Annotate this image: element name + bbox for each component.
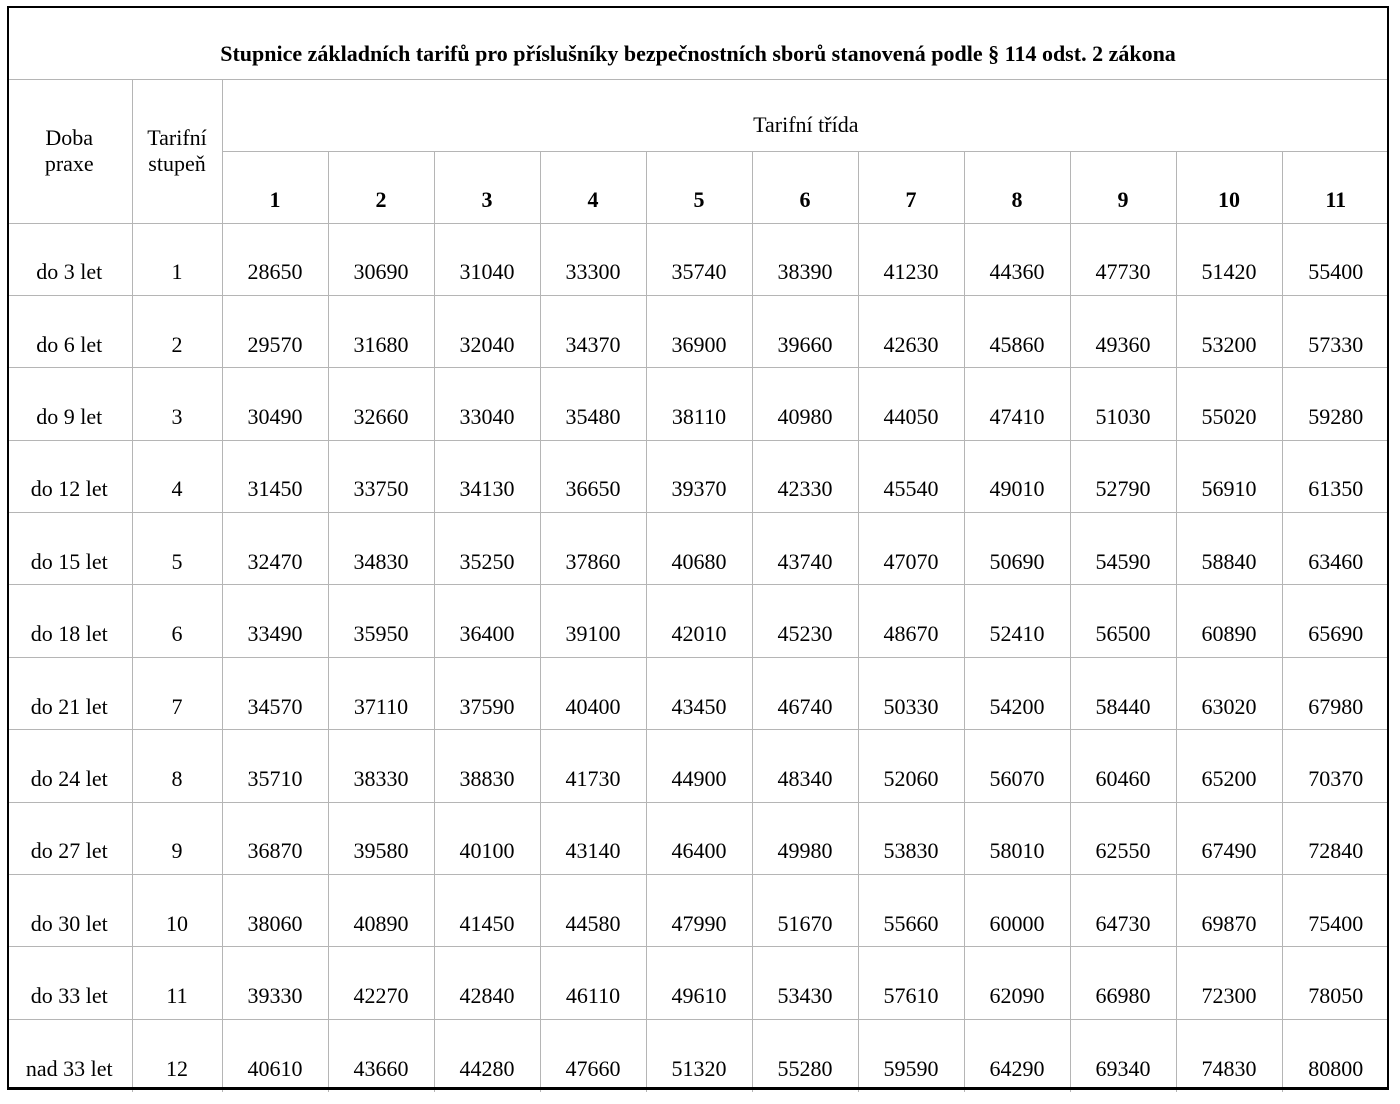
cell-tarifni-stupen: 5 — [132, 513, 222, 585]
cell-tariff-value: 41450 — [434, 875, 540, 947]
cell-tariff-value: 40890 — [328, 875, 434, 947]
cell-tariff-value: 49010 — [964, 440, 1070, 512]
cell-tariff-value: 30490 — [222, 368, 328, 440]
cell-tariff-value: 56500 — [1070, 585, 1176, 657]
cell-tariff-value: 72300 — [1176, 947, 1282, 1019]
cell-doba-praxe: nad 33 let — [7, 1019, 132, 1091]
cell-tariff-value: 35480 — [540, 368, 646, 440]
cell-doba-praxe: do 9 let — [7, 368, 132, 440]
cell-tariff-value: 40400 — [540, 657, 646, 729]
class-header: 5 — [646, 151, 752, 223]
cell-tariff-value: 63020 — [1176, 657, 1282, 729]
cell-tariff-value: 55660 — [858, 875, 964, 947]
class-header: 8 — [964, 151, 1070, 223]
cell-tariff-value: 34370 — [540, 295, 646, 367]
cell-tariff-value: 58440 — [1070, 657, 1176, 729]
cell-tarifni-stupen: 11 — [132, 947, 222, 1019]
cell-tariff-value: 44280 — [434, 1019, 540, 1091]
cell-doba-praxe: do 21 let — [7, 657, 132, 729]
cell-tariff-value: 69340 — [1070, 1019, 1176, 1091]
cell-tariff-value: 34130 — [434, 440, 540, 512]
cell-tariff-value: 28650 — [222, 223, 328, 295]
cell-tarifni-stupen: 9 — [132, 802, 222, 874]
cell-tariff-value: 53430 — [752, 947, 858, 1019]
cell-tariff-value: 74830 — [1176, 1019, 1282, 1091]
cell-tariff-value: 64730 — [1070, 875, 1176, 947]
cell-tariff-value: 36650 — [540, 440, 646, 512]
cell-tariff-value: 45230 — [752, 585, 858, 657]
cell-tariff-value: 39330 — [222, 947, 328, 1019]
cell-tarifni-stupen: 3 — [132, 368, 222, 440]
header-tarifni-trida: Tarifní třída — [222, 79, 1389, 151]
cell-tarifni-stupen: 8 — [132, 730, 222, 802]
cell-tarifni-stupen: 10 — [132, 875, 222, 947]
cell-tariff-value: 53830 — [858, 802, 964, 874]
cell-tariff-value: 48670 — [858, 585, 964, 657]
cell-tariff-value: 61350 — [1282, 440, 1389, 512]
cell-tariff-value: 58840 — [1176, 513, 1282, 585]
cell-tariff-value: 31680 — [328, 295, 434, 367]
cell-tariff-value: 33300 — [540, 223, 646, 295]
table-frame — [7, 6, 1389, 1090]
cell-tariff-value: 56910 — [1176, 440, 1282, 512]
cell-tariff-value: 42330 — [752, 440, 858, 512]
cell-tariff-value: 49360 — [1070, 295, 1176, 367]
cell-tariff-value: 43660 — [328, 1019, 434, 1091]
cell-tariff-value: 75400 — [1282, 875, 1389, 947]
table-title: Stupnice základních tarifů pro příslušníky bezpečnostních sborů stanovená podle § 114 odst. 2 zákona — [7, 6, 1389, 79]
cell-tariff-value: 50690 — [964, 513, 1070, 585]
cell-tariff-value: 59590 — [858, 1019, 964, 1091]
cell-tariff-value: 55280 — [752, 1019, 858, 1091]
cell-tariff-value: 42010 — [646, 585, 752, 657]
cell-tariff-value: 29570 — [222, 295, 328, 367]
cell-tariff-value: 39370 — [646, 440, 752, 512]
cell-tariff-value: 32470 — [222, 513, 328, 585]
cell-tariff-value: 37860 — [540, 513, 646, 585]
cell-tarifni-stupen: 7 — [132, 657, 222, 729]
cell-tariff-value: 60000 — [964, 875, 1070, 947]
cell-tarifni-stupen: 4 — [132, 440, 222, 512]
cell-tariff-value: 33040 — [434, 368, 540, 440]
cell-tariff-value: 54200 — [964, 657, 1070, 729]
cell-tariff-value: 49610 — [646, 947, 752, 1019]
cell-tariff-value: 51320 — [646, 1019, 752, 1091]
cell-tariff-value: 44900 — [646, 730, 752, 802]
cell-tariff-value: 53200 — [1176, 295, 1282, 367]
class-header: 1 — [222, 151, 328, 223]
cell-tariff-value: 33750 — [328, 440, 434, 512]
cell-tariff-value: 56070 — [964, 730, 1070, 802]
cell-doba-praxe: do 18 let — [7, 585, 132, 657]
cell-tariff-value: 31450 — [222, 440, 328, 512]
cell-tariff-value: 38390 — [752, 223, 858, 295]
cell-tariff-value: 40610 — [222, 1019, 328, 1091]
cell-tariff-value: 72840 — [1282, 802, 1389, 874]
cell-tariff-value: 60890 — [1176, 585, 1282, 657]
class-header: 7 — [858, 151, 964, 223]
cell-tariff-value: 39580 — [328, 802, 434, 874]
cell-tariff-value: 37590 — [434, 657, 540, 729]
cell-tariff-value: 62550 — [1070, 802, 1176, 874]
cell-tariff-value: 43450 — [646, 657, 752, 729]
class-header: 9 — [1070, 151, 1176, 223]
cell-tariff-value: 63460 — [1282, 513, 1389, 585]
cell-tarifni-stupen: 6 — [132, 585, 222, 657]
cell-tariff-value: 44580 — [540, 875, 646, 947]
cell-tariff-value: 80800 — [1282, 1019, 1389, 1091]
class-header: 4 — [540, 151, 646, 223]
cell-tariff-value: 35740 — [646, 223, 752, 295]
cell-tariff-value: 35950 — [328, 585, 434, 657]
cell-tariff-value: 47990 — [646, 875, 752, 947]
class-header: 10 — [1176, 151, 1282, 223]
cell-tariff-value: 62090 — [964, 947, 1070, 1019]
cell-tariff-value: 36870 — [222, 802, 328, 874]
class-header: 3 — [434, 151, 540, 223]
header-tarifni-stupen: Tarifní stupeň — [132, 79, 222, 223]
cell-tariff-value: 36400 — [434, 585, 540, 657]
cell-tariff-value: 46740 — [752, 657, 858, 729]
cell-tariff-value: 32040 — [434, 295, 540, 367]
cell-tariff-value: 44050 — [858, 368, 964, 440]
cell-tariff-value: 48340 — [752, 730, 858, 802]
cell-tariff-value: 31040 — [434, 223, 540, 295]
cell-tarifni-stupen: 12 — [132, 1019, 222, 1091]
cell-doba-praxe: do 24 let — [7, 730, 132, 802]
cell-tarifni-stupen: 1 — [132, 223, 222, 295]
class-header: 2 — [328, 151, 434, 223]
cell-tariff-value: 38060 — [222, 875, 328, 947]
cell-tariff-value: 35710 — [222, 730, 328, 802]
cell-tariff-value: 42270 — [328, 947, 434, 1019]
cell-tariff-value: 64290 — [964, 1019, 1070, 1091]
cell-tariff-value: 43140 — [540, 802, 646, 874]
cell-tariff-value: 47660 — [540, 1019, 646, 1091]
cell-tariff-value: 59280 — [1282, 368, 1389, 440]
class-header: 11 — [1282, 151, 1389, 223]
cell-tariff-value: 38830 — [434, 730, 540, 802]
cell-tariff-value: 45540 — [858, 440, 964, 512]
cell-tariff-value: 67980 — [1282, 657, 1389, 729]
cell-tariff-value: 58010 — [964, 802, 1070, 874]
cell-doba-praxe: do 27 let — [7, 802, 132, 874]
cell-tariff-value: 40680 — [646, 513, 752, 585]
cell-tariff-value: 41230 — [858, 223, 964, 295]
cell-tariff-value: 49980 — [752, 802, 858, 874]
cell-tariff-value: 51420 — [1176, 223, 1282, 295]
cell-tariff-value: 66980 — [1070, 947, 1176, 1019]
cell-tariff-value: 52410 — [964, 585, 1070, 657]
cell-tariff-value: 37110 — [328, 657, 434, 729]
cell-tariff-value: 47410 — [964, 368, 1070, 440]
cell-tariff-value: 42630 — [858, 295, 964, 367]
cell-doba-praxe: do 30 let — [7, 875, 132, 947]
cell-tariff-value: 52060 — [858, 730, 964, 802]
cell-tariff-value: 51670 — [752, 875, 858, 947]
cell-tariff-value: 32660 — [328, 368, 434, 440]
cell-tariff-value: 78050 — [1282, 947, 1389, 1019]
cell-tariff-value: 65200 — [1176, 730, 1282, 802]
cell-tariff-value: 54590 — [1070, 513, 1176, 585]
cell-tariff-value: 33490 — [222, 585, 328, 657]
cell-tarifni-stupen: 2 — [132, 295, 222, 367]
cell-tariff-value: 70370 — [1282, 730, 1389, 802]
cell-tariff-value: 46110 — [540, 947, 646, 1019]
cell-tariff-value: 51030 — [1070, 368, 1176, 440]
cell-tariff-value: 52790 — [1070, 440, 1176, 512]
cell-doba-praxe: do 12 let — [7, 440, 132, 512]
cell-tariff-value: 36900 — [646, 295, 752, 367]
cell-tariff-value: 43740 — [752, 513, 858, 585]
cell-tariff-value: 41730 — [540, 730, 646, 802]
cell-tariff-value: 35250 — [434, 513, 540, 585]
cell-tariff-value: 34830 — [328, 513, 434, 585]
cell-tariff-value: 39660 — [752, 295, 858, 367]
cell-tariff-value: 55020 — [1176, 368, 1282, 440]
class-header: 6 — [752, 151, 858, 223]
cell-tariff-value: 50330 — [858, 657, 964, 729]
cell-tariff-value: 44360 — [964, 223, 1070, 295]
cell-tariff-value: 65690 — [1282, 585, 1389, 657]
cell-tariff-value: 57610 — [858, 947, 964, 1019]
cell-doba-praxe: do 33 let — [7, 947, 132, 1019]
cell-tariff-value: 67490 — [1176, 802, 1282, 874]
cell-doba-praxe: do 3 let — [7, 223, 132, 295]
cell-tariff-value: 47730 — [1070, 223, 1176, 295]
cell-tariff-value: 46400 — [646, 802, 752, 874]
cell-tariff-value: 38330 — [328, 730, 434, 802]
cell-doba-praxe: do 15 let — [7, 513, 132, 585]
cell-tariff-value: 40980 — [752, 368, 858, 440]
cell-tariff-value: 69870 — [1176, 875, 1282, 947]
cell-tariff-value: 40100 — [434, 802, 540, 874]
cell-tariff-value: 47070 — [858, 513, 964, 585]
cell-tariff-value: 57330 — [1282, 295, 1389, 367]
cell-tariff-value: 55400 — [1282, 223, 1389, 295]
cell-tariff-value: 38110 — [646, 368, 752, 440]
header-doba-praxe: Doba praxe — [7, 79, 132, 223]
cell-tariff-value: 39100 — [540, 585, 646, 657]
cell-tariff-value: 45860 — [964, 295, 1070, 367]
cell-tariff-value: 60460 — [1070, 730, 1176, 802]
cell-tariff-value: 30690 — [328, 223, 434, 295]
cell-tariff-value: 42840 — [434, 947, 540, 1019]
cell-tariff-value: 34570 — [222, 657, 328, 729]
cell-doba-praxe: do 6 let — [7, 295, 132, 367]
